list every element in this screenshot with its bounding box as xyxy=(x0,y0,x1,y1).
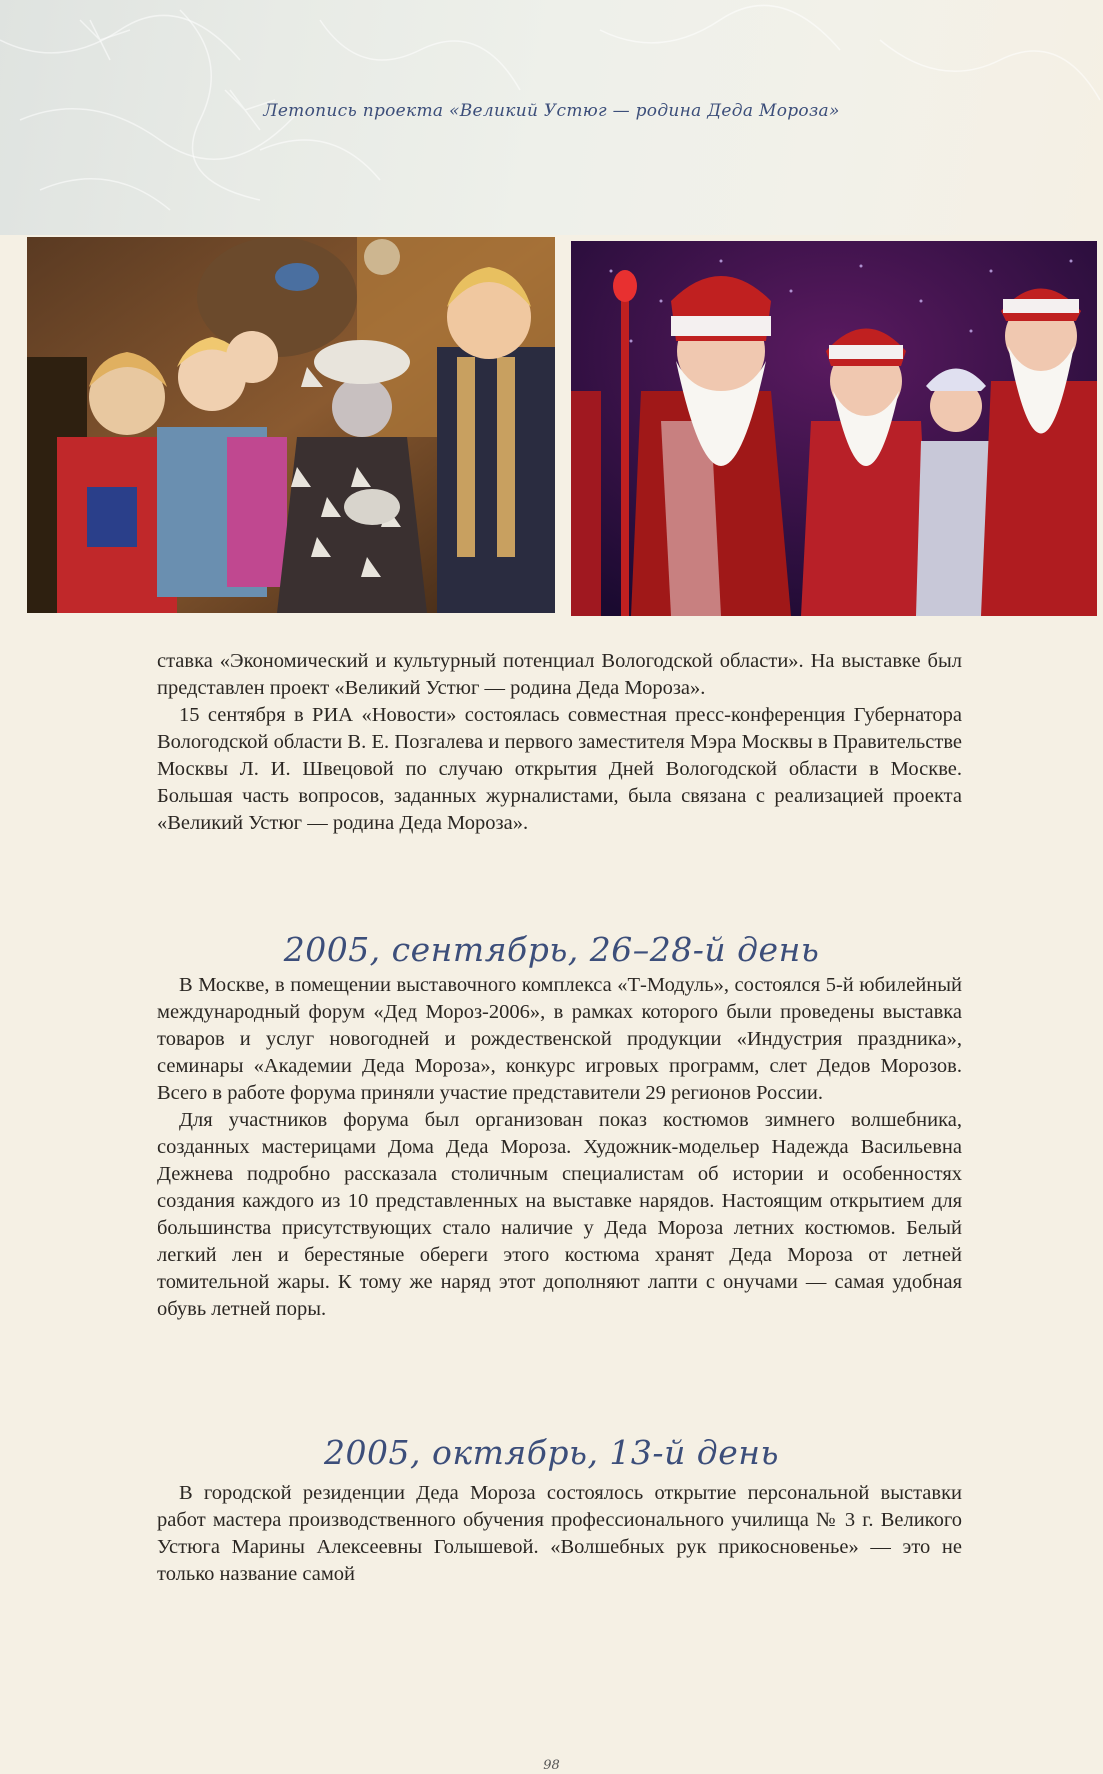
photo-children-costume xyxy=(27,237,555,613)
section-heading-september: 2005, сентябрь, 26–28-й день xyxy=(283,930,820,969)
running-header: Летопись проекта «Великий Устюг — родина Деда Мороза» xyxy=(263,101,840,121)
ded-moroz-photo-illustration xyxy=(571,241,1097,616)
paragraph: В городской резиденции Деда Мороза состоялось открытие персональной выставки работ мастера производственного обучения профессионального училища № 3 г. Великого Устюга Марины Алексеевны Голышевой. «Волшебных рук прикосновенье» — это не только название самой xyxy=(157,1482,962,1585)
paragraph: Для участников форума был организован показ костюмов зимнего волшебника, созданных мастерицами Дома Деда Мороза. Художник-модельер Надежда Васильевна Дежнева подробно рассказала столичным специалистам об истории и особенностях создания каждого из 10 представленных на выставке нарядов. Настоящим открытием для большинства присутствующих стало наличие у Деда Мороза летних костюмов. Белый легкий лен и берестяные обереги этого костюма хранят Деда Мороза от летней томительной жары. К тому же наряд этот дополняют лапти с онучами — самая удобная обувь летней поры. xyxy=(157,1109,962,1320)
children-photo-illustration xyxy=(27,237,555,613)
text-block-september xyxy=(157,972,962,1323)
paragraph: В Москве, в помещении выставочного комплекса «Т-Модуль», состоялся 5-й юбилейный международный форум «Дед Мороз-2006», в рамках которого были проведены выставка товаров и услуг новогодней и рождественской продукции «Индустрия праздника», семинары «Академии Деда Мороза», конкурс игровых программ, слет Дедов Морозов. Всего в работе форума приняли участие представители 29 регионов России. xyxy=(157,974,962,1104)
paragraph: ставка «Экономический и культурный потенциал Вологодской области». На выставке был представлен проект «Великий Устюг — родина Деда Мороза». xyxy=(157,650,962,699)
section-heading-october: 2005, октябрь, 13-й день xyxy=(324,1433,779,1472)
page-number: 98 xyxy=(543,1758,560,1773)
text-block-intro xyxy=(157,648,962,837)
photo-ded-moroz-group xyxy=(571,241,1097,616)
text-block-october xyxy=(157,1480,962,1588)
paragraph: 15 сентября в РИА «Новости» состоялась совместная пресс-конференция Губернатора Вологодской области В. Е. Позгалева и первого заместителя Мэра Москвы в Правительстве Москвы Л. И. Швецовой по случаю открытия Дней Вологодской области в Москве. Большая часть вопросов, заданных журналистами, была связана с реализацией проекта «Великий Устюг — родина Деда Мороза». xyxy=(157,704,962,834)
